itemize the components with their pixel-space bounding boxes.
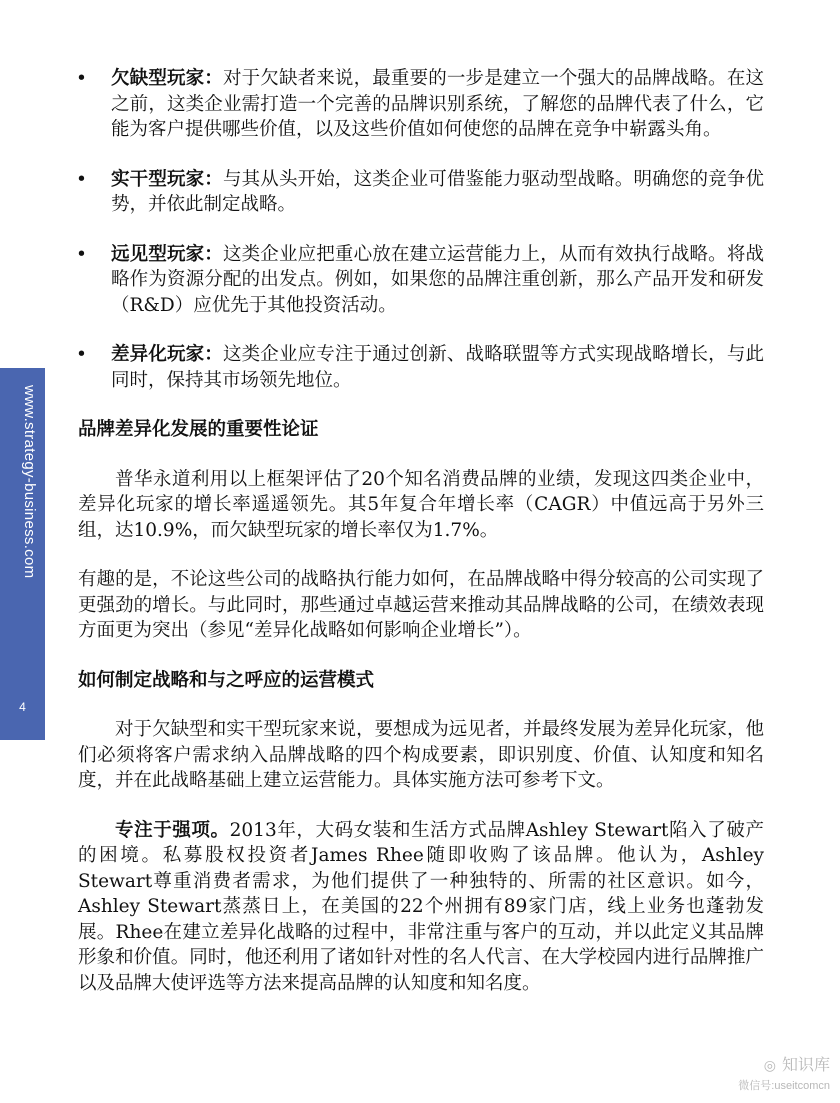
bullet-item-lacking — [78, 66, 764, 143]
bullet-text: 这类企业应把重心放在建立运营能力上，从而有效执行战略。将战略作为资源分配的出发点。例如，如果您的品牌注重创新，那么产品开发和研发（R&D）应优先于其他投资活动。 — [111, 243, 764, 316]
bullet-term: 实干型玩家： — [111, 168, 223, 190]
sidebar-url: www.strategy-business.com — [21, 385, 38, 579]
bullet-text: 对于欠缺者来说，最重要的一步是建立一个强大的品牌战略。在这之前，这类企业需打造一个完善的品牌识别系统，了解您的品牌代表了什么，它能为客户提供哪些价值，以及这些价值如何使您的品牌在竞争中崭露头角。 — [111, 68, 764, 140]
watermark-logo-text: 知识库 — [781, 1057, 830, 1074]
section-heading: 如何制定战略和与之呼应的运营模式 — [78, 669, 375, 691]
bullet-item-differentiator — [78, 342, 764, 393]
section-heading: 品牌差异化发展的重要性论证 — [78, 419, 319, 440]
paragraph — [78, 818, 764, 997]
bullet-icon: • — [76, 168, 87, 190]
watermark-logo — [738, 1052, 830, 1075]
bullet-icon: • — [76, 243, 87, 265]
watermark-subtext: 微信号:useitcomcn — [738, 1080, 830, 1092]
watermark — [738, 1052, 830, 1093]
bullet-item-visionary — [78, 242, 764, 319]
paragraph: 普华永道利用以上框架评估了20个知名消费品牌的业绩，发现这四类企业中，差异化玩家的增长率遥遥领先。其5年复合年增长率（CAGR）中值远高于另外三组，达10.9%，而欠缺型玩家的增长率仅为1.7%。 — [78, 468, 764, 541]
paragraph: 有趣的是，不论这些公司的战略执行能力如何，在品牌战略中得分较高的公司实现了更强劲的增长。与此同时，那些通过卓越运营来推动其品牌战略的公司，在绩效表现方面更为突出（参见“差异化战略如何影响企业增长”）。 — [78, 569, 764, 641]
page-content — [78, 66, 764, 1020]
paragraph: 对于欠缺型和实干型玩家来说，要想成为远见者，并最终发展为差异化玩家，他们必须将客户需求纳入品牌战略的四个构成要素，即识别度、价值、认知度和知名度，并在此战略基础上建立运营能力。具体实施方法可参考下文。 — [78, 719, 764, 791]
bullet-term: 差异化玩家： — [111, 344, 223, 365]
bullet-term: 欠缺型玩家： — [111, 68, 223, 89]
bullet-text: 这类企业应专注于通过创新、战略联盟等方式实现战略增长，与此同时，保持其市场领先地位。 — [111, 344, 764, 391]
paragraph-text: 2013年，大码女装和生活方式品牌Ashley Stewart陷入了破产的困境。私募股权投资者James Rhee随即收购了该品牌。他认为，Ashley Stewart尊重消费者需求，为他们提供了一种独特的、所需的社区意识。如今，Ashley Stewart蒸蒸日上，在美国的22个州拥有89家门店，线上业务也蓬勃发展。Rhee在建立差异化战略的过程中，非常注重与客户的互动，并以此定义其品牌形象和价值。同时，他还利用了诸如针对性的名人代言、在大学校园内进行品牌推广以及品牌大使评选等方法来提高品牌的认知度和知名度。 — [78, 819, 764, 994]
bullet-term: 远见型玩家： — [111, 243, 223, 265]
bullet-icon: • — [76, 68, 87, 89]
paragraph-lead: 专注于强项。 — [115, 819, 230, 841]
bullet-text: 与其从头开始，这类企业可借鉴能力驱动型战略。明确您的竞争优势，并依此制定战略。 — [111, 168, 764, 215]
page-number: 4 — [19, 700, 26, 714]
wechat-icon: ◎ — [763, 1057, 776, 1073]
bullet-item-doer — [78, 167, 764, 218]
bullet-icon: • — [76, 344, 87, 365]
